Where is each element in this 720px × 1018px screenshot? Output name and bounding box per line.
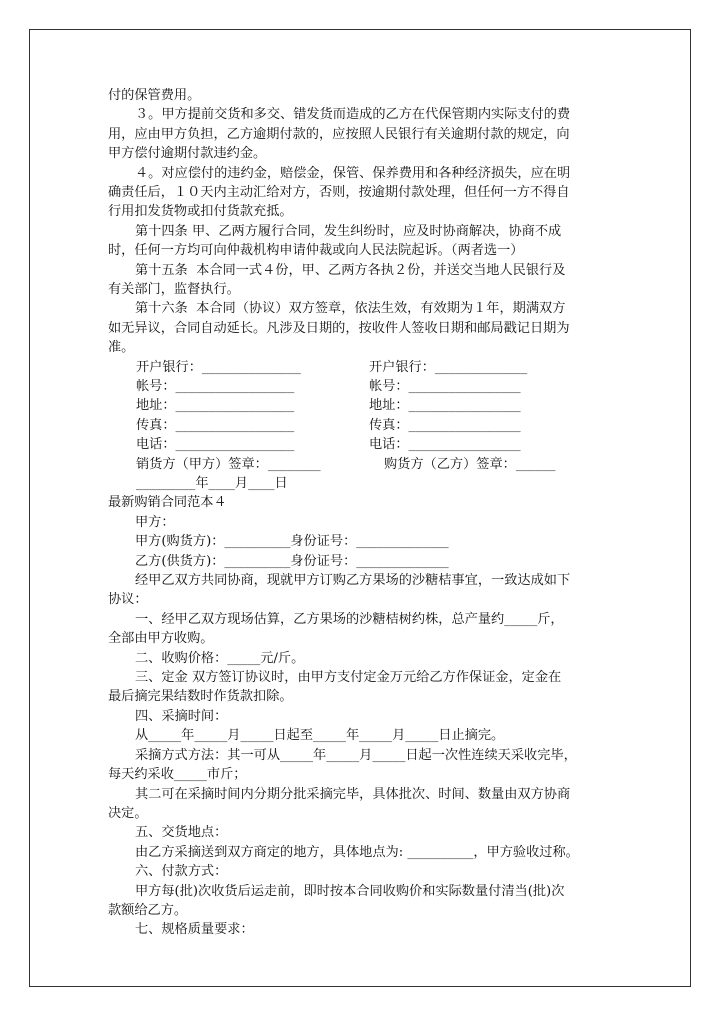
field-right: 地址：_________________: [369, 398, 521, 414]
text-line: 准。: [108, 340, 135, 356]
text-line: 协议：: [108, 592, 148, 608]
seller-signature: 销货方（甲方）签章：________: [136, 456, 321, 472]
text-line: 六、付款方式：: [135, 864, 228, 880]
field-row-bank: [108, 358, 614, 377]
field-row-address: [108, 396, 614, 415]
text-line: 一、经甲乙双方现场估算，乙方果场的沙糖桔树约株，总产量约_____斤，: [135, 611, 564, 627]
field-left: 电话：__________________: [136, 437, 295, 453]
field-left: 帐号：__________________: [136, 379, 295, 395]
text-line: 款额给乙方。: [108, 902, 188, 918]
field-right: 开户银行：______________: [369, 359, 528, 375]
field-left: 传真：__________________: [136, 417, 295, 433]
section-title: 最新购销合同范本４: [108, 495, 227, 511]
text-line: 甲方(购货方)：__________身份证号：______________: [135, 534, 449, 550]
date-row: [108, 474, 614, 493]
sign-date: _________年____月____日: [136, 476, 288, 492]
text-line: 时，任何一方均可向仲裁机构申请仲裁或向人民法院起诉。（两者选一）: [108, 243, 524, 259]
buyer-signature: 购货方（乙方）签章：______: [384, 456, 556, 472]
text-line: 付的保管费用。: [108, 88, 201, 103]
document-body: [108, 86, 614, 940]
field-left: 开户银行：_______________: [136, 359, 301, 375]
text-line: 确责任后，１０天内主动汇给对方，否则，按逾期付款处理，但任何一方不得自: [108, 185, 570, 201]
text-line: ４。对应偿付的违约金，赔偿金，保管、保养费用和各种经济损失，应在明: [135, 165, 571, 181]
text-line: 每天约采收_____市斤；: [108, 767, 247, 783]
text-line: 五、交货地点：: [135, 825, 228, 841]
text-line: 从_____年_____月_____日起至_____年_____月_____日止摘完。: [135, 728, 505, 744]
text-line: 甲方每(批)次收货后运走前，即时按本合同收购价和实际数量付清当(批)次: [135, 883, 565, 899]
text-line: 第十四条 甲、乙两方履行合同，发生纠纷时，应及时协商解决，协商不成: [135, 223, 562, 239]
text-line: 如无异议，合同自动延长。凡涉及日期的，按收件人签收日期和邮局戳记日期为: [108, 320, 570, 336]
text-line: 甲方：: [135, 514, 175, 530]
text-line: 用，应由甲方负担，乙方逾期付款的，应按照人民银行有关逾期付款的规定，向: [108, 126, 570, 142]
text-line: 有关部门，监督执行。: [108, 282, 240, 298]
text-line: 第十六条 本合同（协议）双方签章，依法生效，有效期为１年，期满双方: [135, 301, 566, 317]
text-line: 二、收购价格：_____元/斤。: [135, 650, 305, 666]
field-right: 传真：_________________: [369, 417, 521, 433]
text-line: 第十五条 本合同一式４份，甲、乙两方各执２份，并送交当地人民银行及: [135, 262, 566, 278]
field-right: 电话：_________________: [369, 437, 521, 453]
field-row-fax: [108, 416, 614, 435]
text-line: 四、采摘时间：: [135, 708, 228, 724]
field-right: 帐号：_________________: [369, 379, 521, 395]
text-line: 七、规格质量要求：: [135, 922, 254, 938]
field-row-phone: [108, 435, 614, 454]
field-left: 地址：__________________: [136, 398, 295, 414]
text-line: 行用扣发货物或扣付货款充抵。: [108, 204, 293, 220]
text-line: 三、定金 双方签订协议时，由甲方支付定金万元给乙方作保证金，定金在: [135, 670, 562, 686]
text-line: 乙方(供货方)：__________身份证号：______________: [135, 553, 449, 569]
text-line: 由乙方采摘送到双方商定的地方，具体地点为: __________，甲方验收过称。: [135, 844, 579, 860]
text-line: 经甲乙双方共同协商，现就甲方订购乙方果场的沙糖桔事宜，一致达成如下: [135, 573, 571, 589]
text-line: 采摘方式方法：其一可从_____年_____月_____日起一次性连续天采收完毕，: [135, 747, 577, 763]
text-line: 决定。: [108, 805, 148, 821]
text-line: 其二可在采摘时间内分期分批采摘完毕，具体批次、时间、数量由双方协商: [135, 786, 571, 802]
signature-row: [108, 455, 614, 474]
text-line: 甲方偿付逾期付款违约金。: [108, 146, 267, 162]
text-line: 全部由甲方收购。: [108, 631, 214, 647]
text-line: ３。甲方提前交货和多交、错发货而造成的乙方在代保管期内实际支付的费: [135, 107, 571, 123]
text-line: 最后摘完果结数时作货款扣除。: [108, 689, 293, 705]
field-row-account: [108, 377, 614, 396]
